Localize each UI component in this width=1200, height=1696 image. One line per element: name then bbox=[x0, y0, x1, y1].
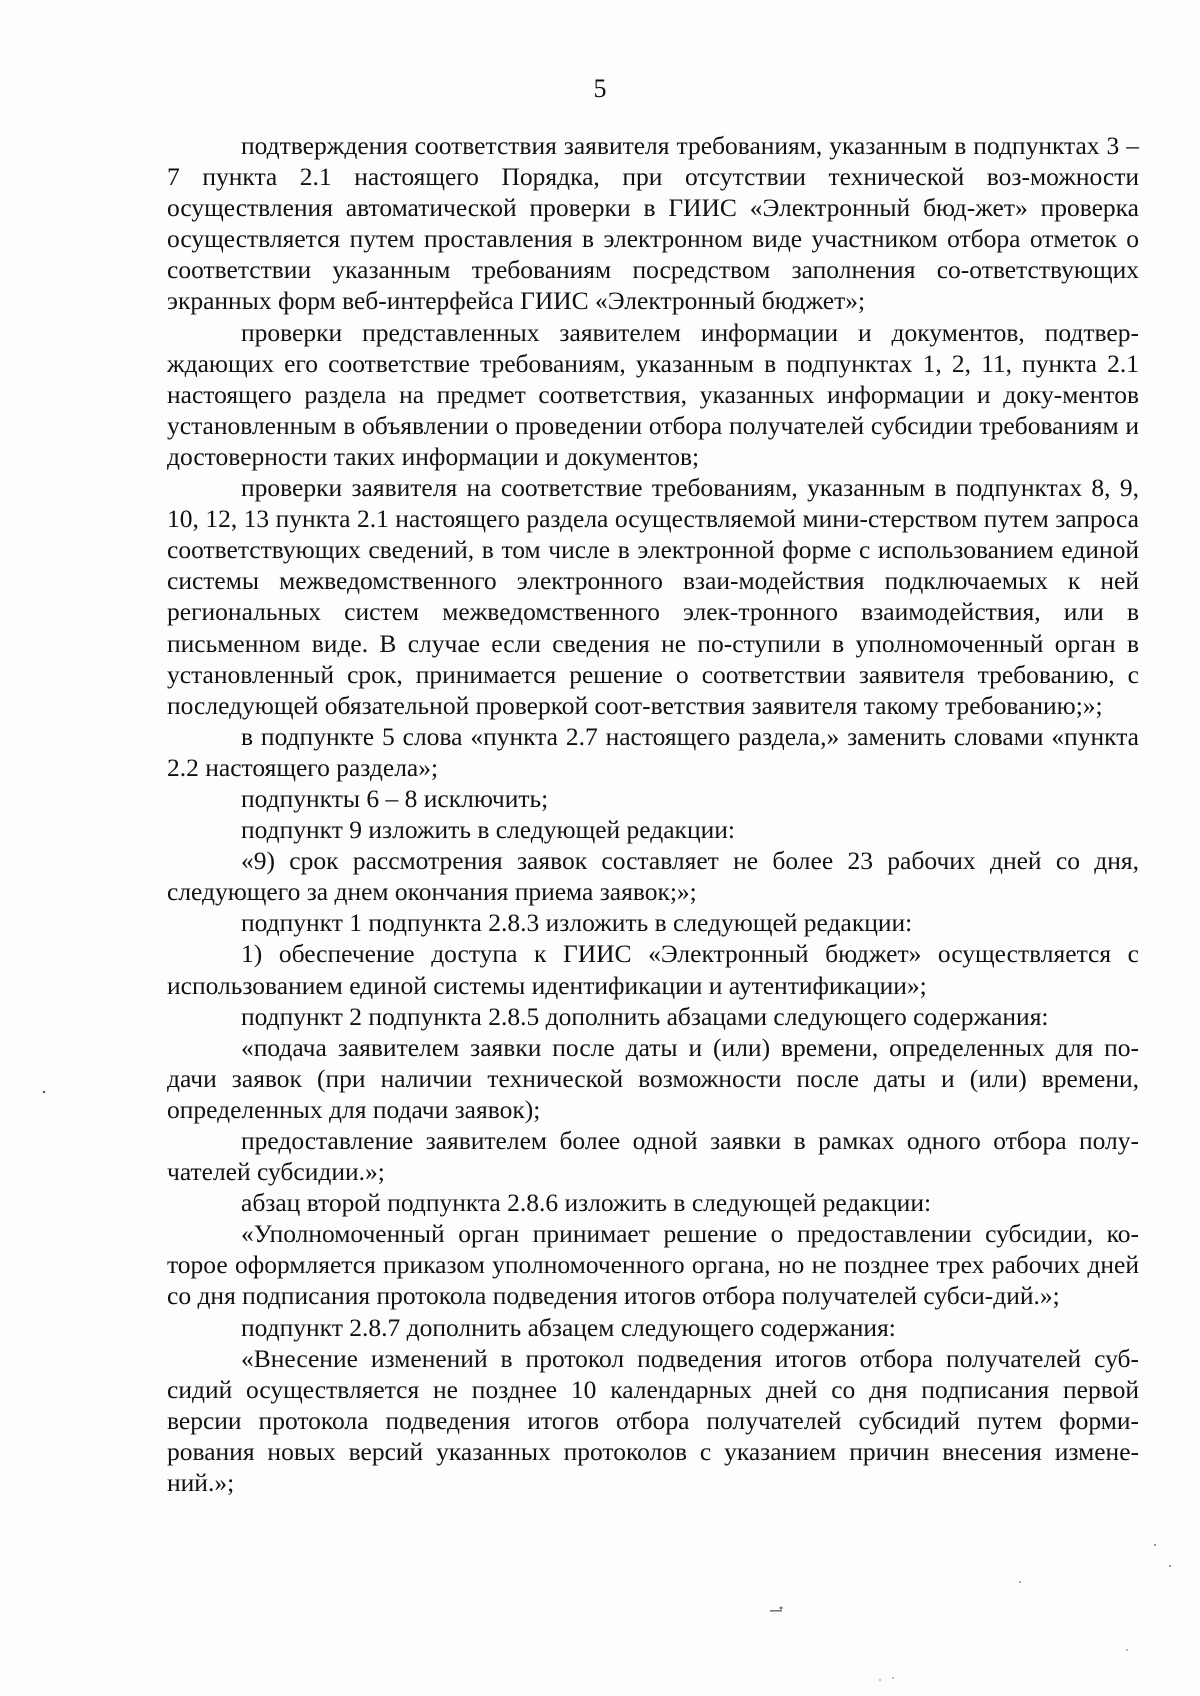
paragraph-subpoint-2-8-6: абзац второй подпункта 2.8.6 изложить в следующей редакции: bbox=[241, 1188, 932, 1218]
paragraph-verification-requirements: подтверждения соответствия заявителя требованиям, указанным в подпунктах 3 – 7 пункта 2.1 настоящего Порядка, при отсутствии технической воз-можности осуществления автоматической проверки в ГИИС «Электронный бюд-жет» проверка осуществляется путем проставления в электронном виде участником отбора отметок о соответствии указанным требованиям посредством заполнения со-ответствующих экранных форм веб-интерфейса ГИИС «Электронный бюджет»; bbox=[167, 131, 1139, 316]
paragraph-documents-check: проверки представленных заявителем информации и документов, подтвер-ждающих его соответствие требованиям, указанным в подпунктах 1, 2, 11, пункта 2.1 настоящего раздела на предмет соответствия, указанных информации и доку-ментов установленным в объявлении о проведении отбора получателей субсидии требованиям и достоверности таких информации и документов; bbox=[167, 317, 1139, 471]
paragraph-subpoint-9-text: «9) срок рассмотрения заявок составляет не более 23 рабочих дней со дня, следующего за днем окончания приема заявок;»; bbox=[167, 846, 1139, 907]
paragraph-multiple-applications: предоставление заявителем более одной заявки в рамках одного отбора полу-чателей субсидии.»; bbox=[167, 1126, 1139, 1187]
paragraph-subsidy-decision: «Уполномоченный орган принимает решение о предоставлении субсидии, ко-торое оформляется приказом уполномоченного органа, но не позднее трех рабочих дней со дня подписания протокола подведения итогов отбора получателей субси-дий.»; bbox=[167, 1219, 1139, 1311]
paragraph-subpoint-2-8-7: подпункт 2.8.7 дополнить абзацем следующего содержания: bbox=[241, 1312, 896, 1342]
paragraph-subpoint-9: подпункт 9 изложить в следующей редакции: bbox=[241, 815, 735, 845]
paragraph-applicant-check: проверки заявителя на соответствие требованиям, указанным в подпунктах 8, 9, 10, 12, 13 пункта 2.1 настоящего раздела осуществляемой мини-стерством путем запроса соответствующих сведений, в том числе в электронной форме с использованием единой системы межведомственного электронного взаи-модействия подключаемых к ней региональных систем межведомственного элек-тронного взаимодействия, или в письменном виде. В случае если сведения не по-ступили в уполномоченный орган в установленный срок, принимается решение о соответствии заявителя требованию, с последующей обязательной проверкой соот-ветствия заявителя такому требованию;»; bbox=[167, 473, 1139, 720]
page-number: 5 bbox=[593, 74, 607, 103]
paragraph-subpoint-2-8-3: подпункт 1 подпункта 2.8.3 изложить в следующей редакции: bbox=[241, 908, 913, 938]
paragraph-late-submission: «подача заявителем заявки после даты и (или) времени, определенных для по-дачи заявок (при наличии технической возможности после даты и (или) времени, определенных для подачи заявок); bbox=[167, 1032, 1139, 1124]
paragraph-subpoint-2-8-5: подпункт 2 подпункта 2.8.5 дополнить абзацами следующего содержания: bbox=[241, 1001, 1049, 1031]
paragraph-subpoints-6-8: подпункты 6 – 8 исключить; bbox=[241, 783, 549, 813]
document-body bbox=[167, 130, 1139, 1498]
paragraph-subpoint-5: в подпункте 5 слова «пункта 2.7 настоящего раздела,» заменить словами «пункта 2.2 настоящего раздела»; bbox=[167, 721, 1139, 782]
paragraph-subpoint-2-8-3-text: 1) обеспечение доступа к ГИИС «Электронный бюджет» осуществляется с использованием единой системы идентификации и аутентификации»; bbox=[167, 939, 1139, 1000]
paragraph-protocol-changes: «Внесение изменений в протокол подведения итогов отбора получателей суб-сидий осуществляется не позднее 10 календарных дней со дня подписания первой версии протокола подведения итогов отбора получателей субсидий путем форми-рования новых версий указанных протоколов с указанием причин внесения измене-ний.»; bbox=[167, 1343, 1139, 1498]
